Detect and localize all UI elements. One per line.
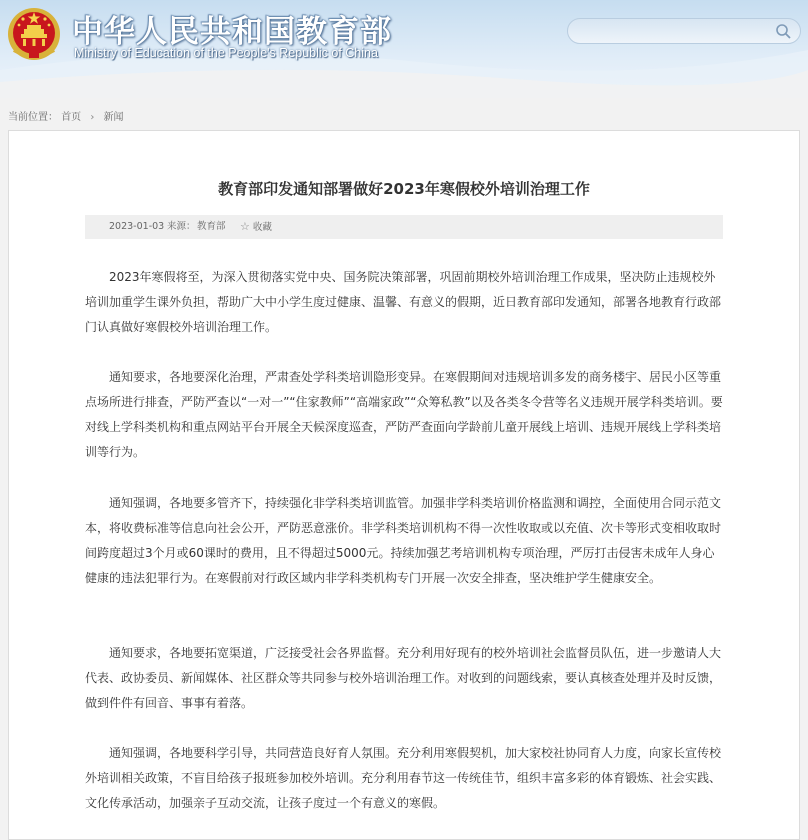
article-paragraph: 通知强调，各地要多管齐下，持续强化非学科类培训监管。加强非学科类培训价格监测和调控，全面使用合同示范文本，将收费标准等信息向社会公开，严防恶意涨价。非学科类培训机构不得一次性收取或以充值、次卡等形式变相收取时间跨度超过3个月或60课时的费用，且不得超过5000元。持续加强艺考培训机构专项治理，严厉打击侵害未成年人身心健康的违法犯罪行为。在寒假前对行政区域内非学科类机构专门开展一次安全排查，坚决维护学生健康安全。 (85, 496, 722, 585)
article-source: 教育部 (197, 221, 226, 232)
breadcrumb-label: 当前位置： (8, 112, 58, 123)
national-emblem-icon[interactable] (6, 6, 62, 62)
article-paragraph: 通知强调，各地要科学引导，共同营造良好育人氛围。充分利用寒假契机，加大家校社协同育人力度，向家长宣传校外培训相关政策，不盲目给孩子报班参加校外培训。充分利用春节这一传统佳节，组织丰富多彩的体育锻炼、社会实践、文化传承活动，加强亲子互动交流，让孩子度过一个有意义的寒假。 (85, 746, 722, 810)
breadcrumb-separator: › (90, 112, 95, 123)
search-icon[interactable] (774, 22, 794, 40)
breadcrumb (8, 108, 124, 123)
article-paragraph: 2023年寒假将至，为深入贯彻落实党中央、国务院决策部署，巩固前期校外培训治理工作成果，坚决防止违规校外培训加重学生课外负担，帮助广大中小学生度过健康、温馨、有意义的假期，近日教育部印发通知，部署各地教育行政部门认真做好寒假校外培训治理工作。 (85, 270, 722, 334)
site-title: 中华人民共和国教育部 (72, 14, 392, 50)
breadcrumb-home-link[interactable]: 首页 (61, 112, 82, 123)
article-paragraph: 通知要求，各地要拓宽渠道，广泛接受社会各界监督。充分利用好现有的校外培训社会监督员队伍，进一步邀请人大代表、政协委员、新闻媒体、社区群众等共同参与校外培训治理工作。对收到的问题线索，要认真核查处理并及时反馈，做到件件有回音、事事有着落。 (85, 646, 722, 710)
article-source-label: 来源： (167, 221, 196, 232)
breadcrumb-news-link[interactable]: 新闻 (103, 112, 124, 123)
article-title: 教育部印发通知部署做好2023年寒假校外培训治理工作 (218, 180, 590, 198)
article-paragraph: 通知要求，各地要深化治理，严肃查处学科类培训隐形变异。在寒假期间对违规培训多发的商务楼宇、居民小区等重点场所进行排查，严防严查以“一对一”“住家教师”“高端家政”“众筹私教”以及各类冬令营等名义违规开展学科类培训。要对线上学科类机构和重点网站平台开展全天候深度巡查，严防严查面向学龄前儿童开展线上培训、违规开展线上学科类培训等行为。 (85, 370, 723, 459)
site-subtitle: Ministry of Education of the People's Republic of China (74, 46, 378, 60)
star-icon: ☆ (240, 220, 250, 233)
article-container (8, 130, 800, 840)
favorite-button[interactable] (240, 215, 272, 240)
article-date: 2023-01-03 (109, 221, 165, 232)
article-meta-bar (85, 215, 723, 239)
favorite-label: 收藏 (252, 222, 272, 233)
site-header (0, 0, 808, 98)
search-input[interactable] (578, 21, 762, 43)
search-box (567, 18, 801, 44)
